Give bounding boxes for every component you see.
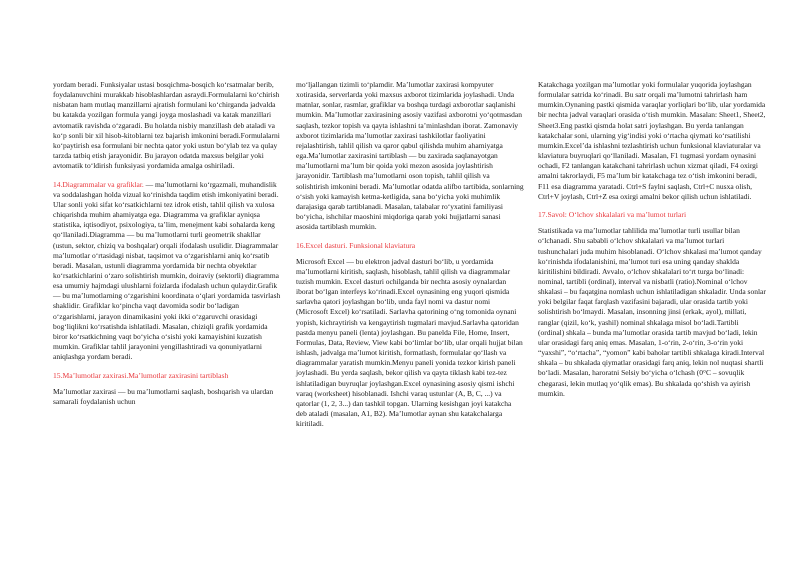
paragraph: Ma’lumotlar zaxirasi — bu ma’lumotlarni saqlash, boshqarish va ulardan samarali foydalanish uchun [53, 386, 274, 406]
section-heading-16 [296, 241, 524, 251]
text-column-3 [538, 80, 766, 407]
section-14 [53, 180, 281, 363]
section-title: Savol: O‘lchov shkalalari va ma’lumot turlari [547, 210, 687, 220]
paragraph: Katakchaga yozilgan ma’lumotlar yoki formulalar yuqorida joylashgan formulalar satrida ko‘rinadi. Bu satr orqali ma’lumotni tahrirlash ham mumkin.Oynaning pastki qismida varaqlar yorliqlari bo‘lib, ular yordamida bir nechta jadval varaqlari orasida o‘tish mumkin. Masalan: Sheet1, Sheet2, Sheet3.Eng pastki qismda holat satri joylashgan. Bu yerda tanlangan katakchalar soni, ularning yig‘indisi yoki o‘rtacha qiymati ko‘rsatilishi mumkin.Excel’da ishlashni tezlashtirish uchun funksional klaviaturalar va klaviatura buyruqlari qo‘llaniladi. Masalan, F1 tugmasi yordam oynasini ochadi, F2 tanlangan katakchani tahrirlash uchun xizmat qiladi, F4 oxirgi amalni takrorlaydi, F5 ma’lum bir katakchaga tez o‘tish imkonini beradi, F11 esa diagramma yaratadi. Ctrl+S faylni saqlash, Ctrl+C nusxa olish, Ctrl+V joylash, Ctrl+Z esa oxirgi amalni bekor qilish uchun ishlatiladi. [538, 80, 766, 201]
paragraph: Microsoft Excel — bu elektron jadval dasturi bo‘lib, u yordamida ma’lumotlarni kiritish, saqlash, hisoblash, tahlil qilish va diagrammalar tuzish mumkin. Excel dasturi ochilganda bir nechta asosiy oynalardan iborat bo‘lgan interfeys ko‘rinadi.Excel oynasining eng yuqori qismida sarlavha qatori joylashgan bo‘lib, unda fayl nomi va dastur nomi (Microsoft Excel) ko‘rsatiladi. Sarlavha qatorining o‘ng tomonida oynani yopish, kichraytirish va kengaytirish tugmalari mavjud.Sarlavha qatoridan pastda menyu paneli (lenta) joylashgan. Bu panelda File, Home, Insert, Formulas, Data, Review, View kabi bo‘limlar bo‘lib, ular orqali hujjat bilan ishlash, jadvalga ma’lumot kiritish, formatlash, formulalar qo‘llash va diagrammalar yaratish mumkin.Menyu paneli yonida tezkor kirish paneli joylashadi. Bu yerda saqlash, bekor qilish va qayta tiklash kabi tez-tez ishlatiladigan buyruqlar joylashgan.Excel oynasining asosiy qismi ishchi varaq (worksheet) hisoblanadi. Ishchi varaq ustunlar (A, B, C, ...) va qatorlar (1, 2, 3...) dan tashkil topgan. Ularning kesishgan joyi katakcha deb ataladi (masalan, A1, B2). Ma’lumotlar aynan shu katakchalarga kiritiladi. [296, 256, 523, 429]
paragraph: yordam beradi. Funksiyalar ustasi bosqichma-bosqich ko‘rsatmalar berib, foydalanuvchini murakkab hisoblashlardan asraydi.Formulalarni ko‘chirish nisbatan ham mutlaq manzillarni ajratish formulani ko‘chirganda jadvalda bu katakda yozilgan formula yangi joyga moslashadi va katak manzillari avtomatik ravishda o‘zgaradi. Bu holatda nisbiy manzillash deb ataladi va ko‘p sonli bir xil hisob-kitoblarni tez bajarish imkonini beradi.Formulalarni ko‘paytirish esa formulani bir nechta qator yoki ustun bo‘ylab tez va qulay tarzda tatbiq etish jarayonidir. Bu jarayon odatda maxsus belgilar yoki avtomatik to‘ldirish funksiyasi yordamida amalga oshiriladi. [53, 80, 280, 171]
section-title: Excel dasturi. Funksional klaviatura [305, 240, 416, 250]
section-number: 17. [538, 210, 548, 220]
section-number: 14. [53, 179, 63, 189]
section-title: Ma’lumotlar zaxirasi.Ma’lumotlar zaxirasini tartiblash [62, 370, 229, 380]
text-column-1 [53, 80, 281, 415]
paragraph: mo‘ljallangan tizimli to‘plamdir. Ma’lumotlar zaxirasi kompyuter xotirasida, serverlarda yoki maxsus axborot tizimlarida joylashadi. Unda matnlar, sonlar, rasmlar, grafiklar va boshqa turdagi axborotlar saqlanishi mumkin. Ma’lumotlar zaxirasining asosiy vazifasi axborotni yo‘qotmasdan saqlash, tezkor topish va qayta ishlashni ta’minlashdan iborat. Zamonaviy axborot tizimlarida ma’lumotlar zaxirasi tashkilotlar faoliyatini rejalashtirish, tahlil qilish va qaror qabul qilishda muhim ahamiyatga ega.Ma’lumotlar zaxirasini tartiblash — bu zaxirada saqlanayotgan ma’lumotlarni ma’lum bir qoida yoki mezon asosida joylashtirish jarayonidir. Tartiblash ma’lumotlarni oson topish, tahlil qilish va solishtirish imkonini beradi. Ma’lumotlar odatda alifbo tartibida, sonlarning o‘sish yoki kamayish ketma-ketligida, sana bo‘yicha yoki muhimlik darajasiga qarab tartiblanadi. Masalan, talabalar ro‘yxatini familiyasi bo‘yicha, ishchilar maoshini miqdoriga qarab yoki hujjatlarni sanasi asosida tartiblash mumkin. [296, 80, 524, 232]
section-heading-17 [538, 210, 766, 220]
section-body: — ma’lumotlarni ko‘rgazmali, muhandislik va soddalashgan holda vizual ko‘rinishda taqdim etish imkoniyatini beradi. Ular sonli yoki sifat ko‘rsatkichlarni tez idrok etish, tahlil qilish va xulosa chiqarishda muhim ahamiyatga ega. Diagramma va grafiklar ayniqsa statistika, iqtisodiyot, psixologiya, ta’lim, menejment kabi sohalarda keng qo‘llaniladi.Diagramma — bu ma’lumotlarni turli geometrik shakllar (ustun, sektor, chiziq va boshqalar) orqali ifodalash usulidir. Diagrammalar ma’lumotlar o‘rtasidagi nisbat, taqsimot va o‘zgarishlarni aniq ko‘rsatib beradi. Masalan, ustunli diagramma yordamida bir nechta obyektlar ko‘rsatkichlarini o‘zaro solishtirish mumkin, doiraviy (sektorli) diagramma esa umumiy hajmdagi ulushlarni foizlarda ifodalash uchun qulaydir.Grafik — bu ma’lumotlarning o‘zgarishini koordinata o‘qlari yordamida tasvirlash shaklidir. Grafiklar ko‘pincha vaqt davomida sodir bo‘ladigan o‘zgarishlarni, jarayon dinamikasini yoki ikki o‘zgaruvchi orasidagi bog‘liqlikni ko‘rsatishda ishlatiladi. Masalan, chiziqli grafik yordamida biror ko‘rsatkichning vaqt bo‘yicha o‘sishi yoki kamayishini kuzatish mumkin. Grafiklar tahlil jarayonini yengillashtiradi va qonuniyatlarni aniqlashga yordam beradi. [53, 179, 281, 362]
paragraph: Statistikada va ma’lumotlar tahlilida ma’lumotlar turli usullar bilan o‘lchanadi. Shu sababli o‘lchov shkalalari va ma’lumot turlari tushunchalari juda muhim hisoblanadi. O‘lchov shkalasi ma’lumot qanday ko‘rinishda ifodalanishini, ma’lumot turi esa uning qanday shaklda kiritilishini bildiradi. Avvalo, o‘lchov shkalalari to‘rt turga bo‘linadi: nominal, tartibli (ordinal), interval va nisbatli (ratio).Nominal o‘lchov shkalasi – bu faqatgina nomlash uchun ishlatiladigan shkaladir. Unda sonlar yoki belgilar faqat farqlash vazifasini bajaradi, ular orasida tartib yoki solishtirish bo‘lmaydi. Masalan, insonning jinsi (erkak, ayol), millati, ranglar (qizil, ko‘k, yashil) nominal shkalaga misol bo‘ladi.Tartibli (ordinal) shkala – bunda ma’lumotlar orasida tartib mavjud bo‘ladi, lekin ular orasidagi farq aniq emas. Masalan, 1-o‘rin, 2-o‘rin, 3-o‘rin yoki “yaxshi”, “o‘rtacha”, “yomon” kabi baholar tartibli shkalaga kiradi.Interval shkala – bu shkalada qiymatlar orasidagi farq aniq, lekin nol nuqtasi shartli bo‘ladi. Masalan, haroratni Selsiy bo‘yicha o‘lchash (0°C – sovuqlik chegarasi, lekin mutlaq yo‘qlik emas). Bu shkalada qo‘shish va ayirish mumkin. [538, 226, 766, 398]
text-column-2 [296, 80, 524, 438]
section-heading-15 [53, 371, 281, 381]
section-heading: Diagrammalar va grafiklar. [62, 179, 144, 189]
section-number: 16. [296, 240, 306, 250]
section-number: 15. [53, 370, 63, 380]
